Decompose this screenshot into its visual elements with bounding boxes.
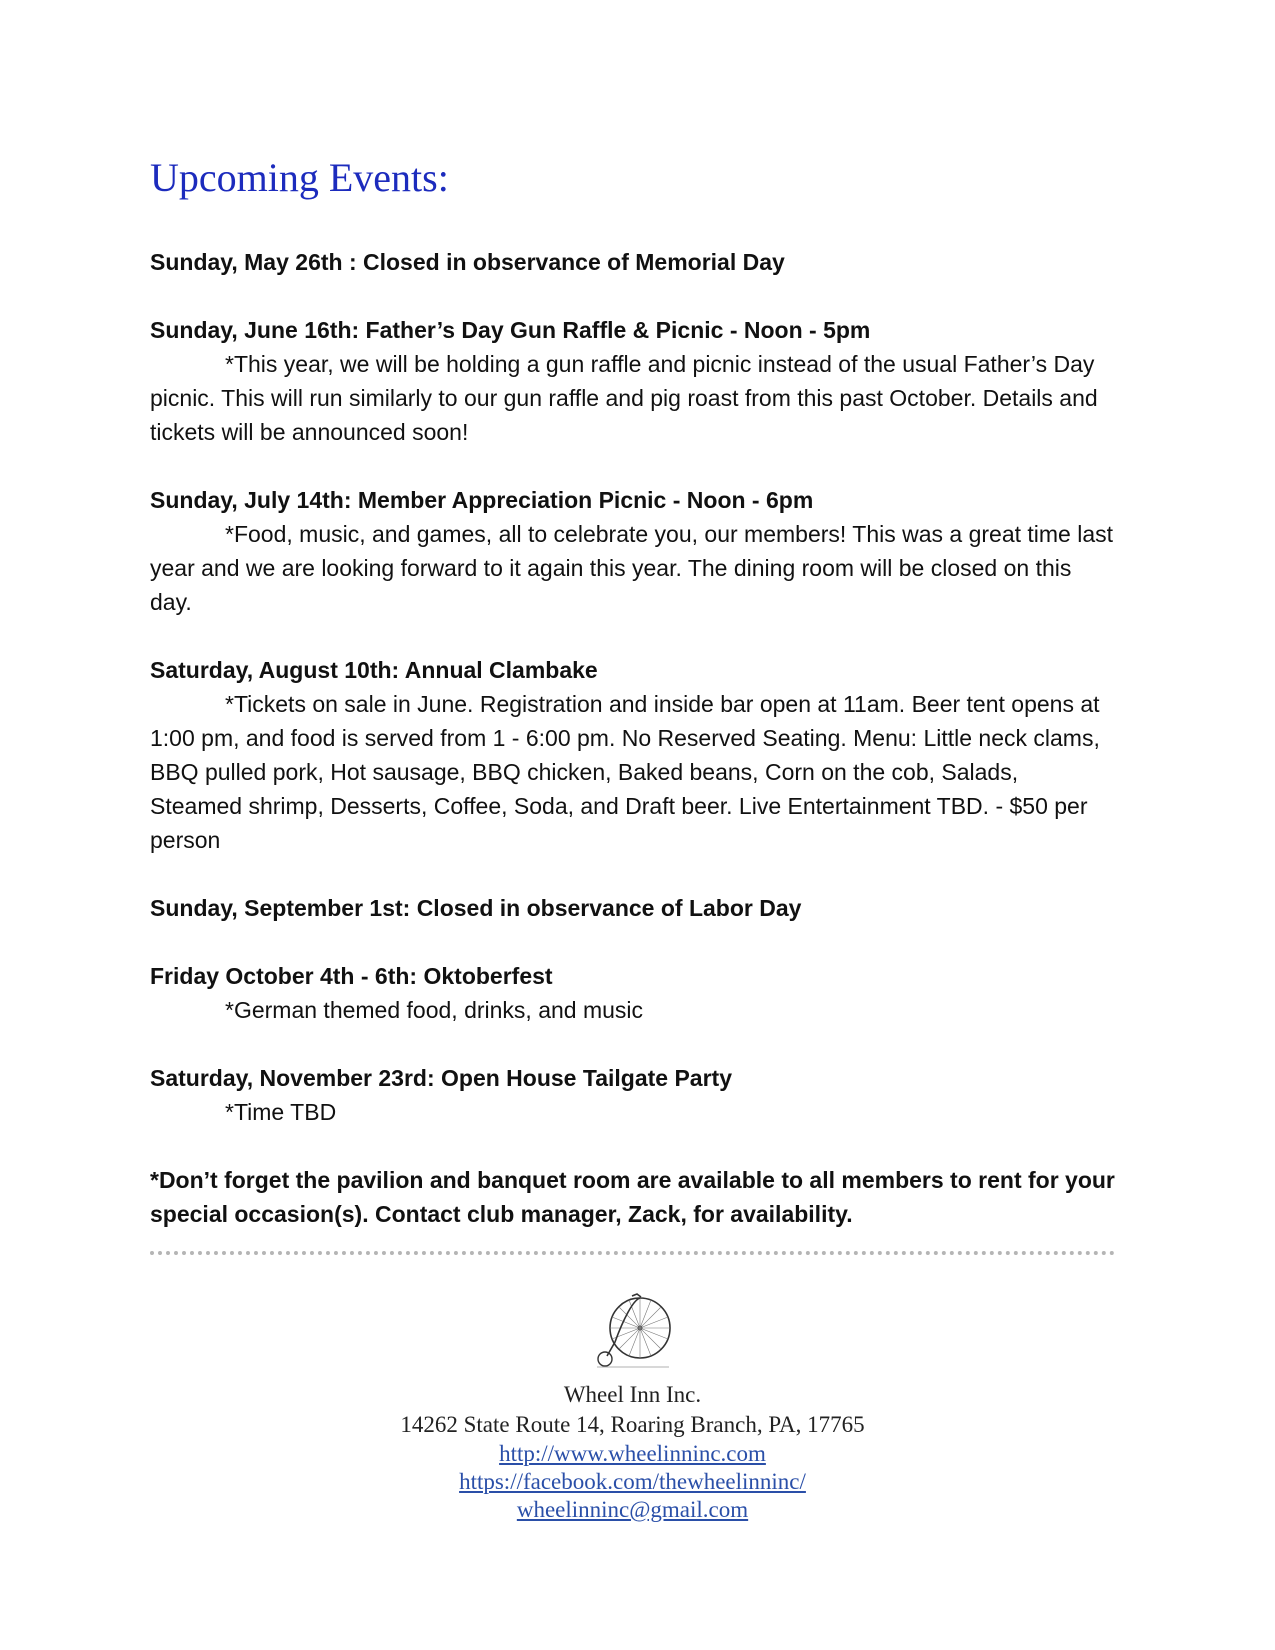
event-item <box>150 653 1115 857</box>
event-heading: Sunday, June 16th: Father’s Day Gun Raffle & Picnic - Noon - 5pm <box>150 317 871 343</box>
event-item <box>150 1061 1115 1129</box>
event-item <box>150 313 1115 449</box>
dotted-divider <box>150 1251 1115 1255</box>
event-description: *Food, music, and games, all to celebrate you, our members! This was a great time last year and we are looking forward to it again this year. The dining room will be closed on this day. <box>150 521 1114 615</box>
event-heading: Saturday, August 10th: Annual Clambake <box>150 657 598 683</box>
event-item <box>150 483 1115 619</box>
event-item <box>150 959 1115 1027</box>
event-heading: Friday October 4th - 6th: Oktoberfest <box>150 963 553 989</box>
event-description: *Time TBD <box>225 1099 337 1125</box>
penny-farthing-bicycle-icon <box>593 1290 673 1372</box>
event-item <box>150 245 1115 279</box>
footer <box>150 1290 1115 1524</box>
event-heading: Sunday, May 26th : Closed in observance of Memorial Day <box>150 249 785 275</box>
rental-note: *Don’t forget the pavilion and banquet room are available to all members to rent for your special occasion(s). Contact club manager, Zack, for availability. <box>150 1167 1115 1227</box>
org-name: Wheel Inn Inc. <box>563 1382 702 1407</box>
event-heading: Saturday, November 23rd: Open House Tailgate Party <box>150 1065 732 1091</box>
event-heading: Sunday, July 14th: Member Appreciation Picnic - Noon - 6pm <box>150 487 814 513</box>
website-link[interactable]: http://www.wheelinninc.com <box>499 1441 766 1466</box>
address: 14262 State Route 14, Roaring Branch, PA, 17765 <box>400 1412 865 1437</box>
events-list <box>150 245 1115 1231</box>
event-description: *German themed food, drinks, and music <box>225 997 644 1023</box>
email-link[interactable]: wheelinninc@gmail.com <box>516 1497 749 1522</box>
page-title: Upcoming Events: <box>150 155 449 200</box>
facebook-link[interactable]: https://facebook.com/thewheelinninc/ <box>459 1469 806 1494</box>
event-heading: Sunday, September 1st: Closed in observance of Labor Day <box>150 895 802 921</box>
event-description: *Tickets on sale in June. Registration and inside bar open at 11am. Beer tent opens at 1:00 pm, and food is served from 1 - 6:00 pm. No Reserved Seating. Menu: Little neck clams, BBQ pulled pork, Hot sausage, BBQ chicken, Baked beans, Corn on the cob, Salads, Steamed shrimp, Desserts, Coffee, Soda, and Draft beer. Live Entertainment TBD. - $50 per person <box>150 691 1100 853</box>
event-item <box>150 891 1115 925</box>
event-description: *This year, we will be holding a gun raffle and picnic instead of the usual Father’s Day picnic. This will run similarly to our gun raffle and pig roast from this past October. Details and tickets will be announced soon! <box>150 351 1098 445</box>
